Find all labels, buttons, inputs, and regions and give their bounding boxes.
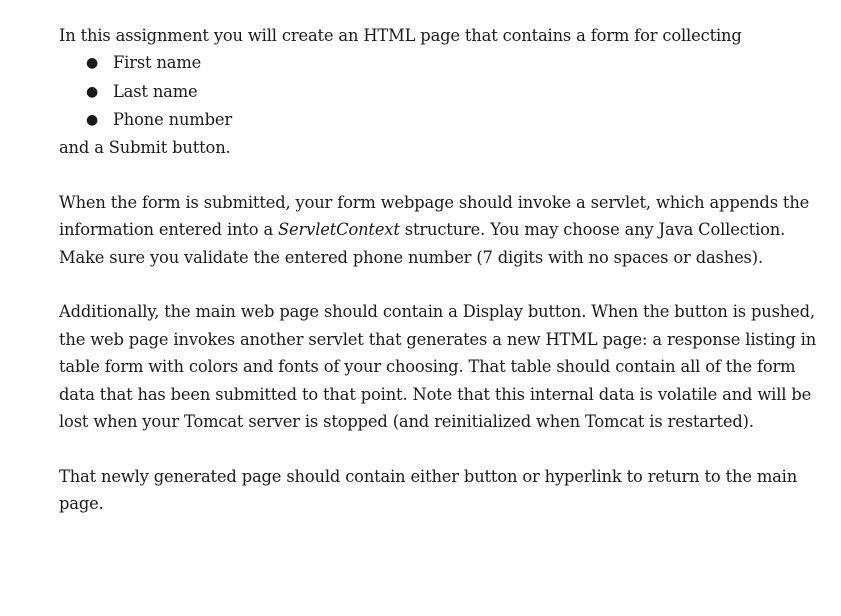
list-item-label: Phone number — [113, 109, 232, 129]
list-item-label: Last name — [113, 81, 198, 101]
list-item-label: First name — [113, 53, 202, 73]
servlet-paragraph — [59, 189, 819, 271]
display-button-paragraph: Additionally, the main web page should contain a Display button. When the button is pushed, the web page invokes another servlet that generates a new HTML page: a response listing in table form with colors and fonts of your choosing. That table should contain all of the form data that has been submitted to that point. Note that this internal data is volatile and will be lost when your Tomcat server is stopped (and reinitialized when Tomcat is restarted). — [59, 302, 817, 431]
servlet-paragraph-text-end: structure. You may choose any Java Collection. Make sure you validate the entered phone number (7 digits with no spaces or dashes). — [59, 220, 786, 267]
bullet-icon: ● — [86, 111, 99, 128]
list-item — [59, 106, 819, 134]
intro-paragraph: In this assignment you will create an HTML page that contains a form for collecting — [59, 26, 742, 45]
submit-button-sentence: and a Submit button. — [59, 137, 231, 157]
list-item — [59, 49, 819, 77]
bullet-icon: ● — [86, 83, 99, 100]
return-link-paragraph: That newly generated page should contain either button or hyperlink to return to the main page. — [59, 466, 798, 514]
servlet-context-term: ServletContext — [278, 220, 400, 240]
field-list — [59, 49, 819, 134]
assignment-document — [59, 22, 819, 518]
bullet-icon: ● — [86, 55, 99, 72]
servlet-paragraph-text-start: When the form is submitted, your form webpage should invoke a servlet, which appends the information entered into a — [59, 192, 810, 240]
list-item — [59, 78, 819, 106]
